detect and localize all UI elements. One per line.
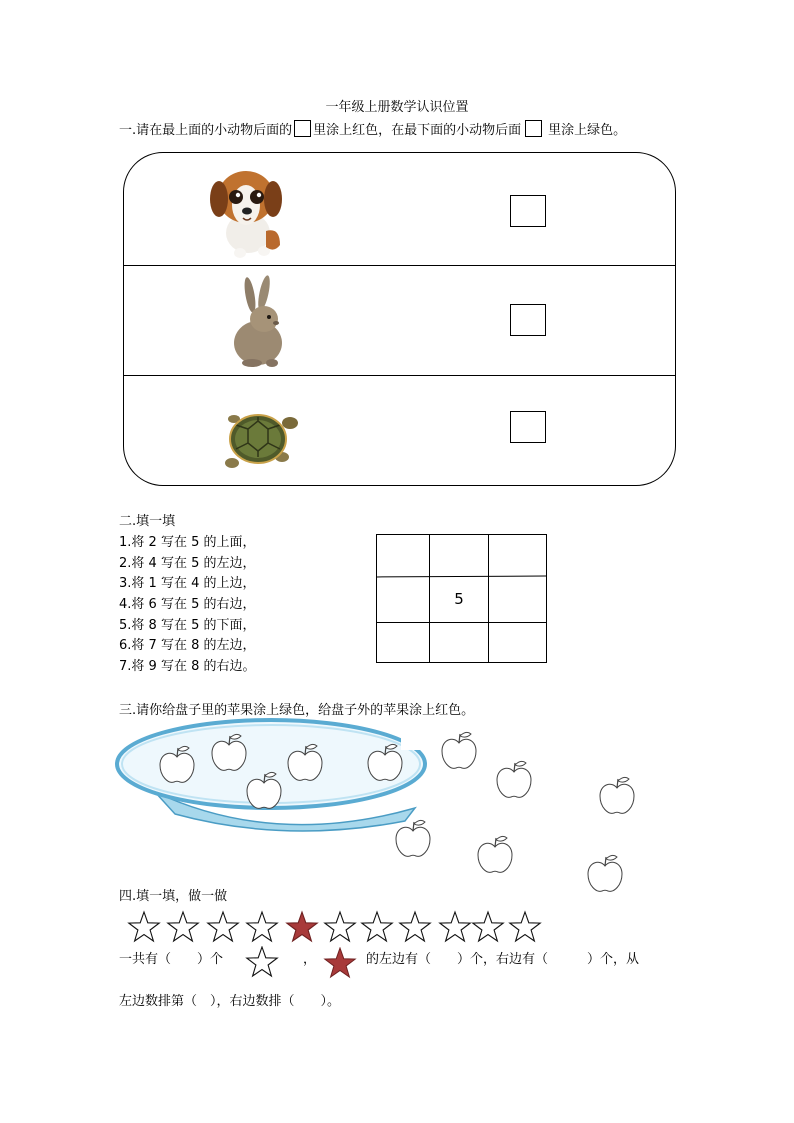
inline-answer-box — [294, 120, 311, 137]
step-item: 6.将 7 写在 8 的左边， — [119, 638, 256, 654]
star-outline-icon — [129, 912, 159, 941]
red-star-icon — [287, 912, 317, 941]
star-outline-icon — [168, 912, 198, 941]
inline-answer-box — [525, 120, 542, 137]
line1-part-b: 的左边有（ ）个，右边有（ ）个，从 — [366, 952, 640, 967]
star-outline-icon — [245, 946, 279, 980]
apple-plate-scene — [115, 718, 645, 898]
section1-suffix: 里涂上绿色。 — [548, 123, 627, 138]
step-item: 3.将 1 写在 4 的上边， — [119, 576, 256, 592]
section4-line2: 左边数排第（ ），右边数排（ ）。 — [119, 994, 341, 1009]
star-outline-icon — [473, 912, 503, 941]
step-item: 1.将 2 写在 5 的上面， — [119, 535, 256, 550]
step-item: 2.将 4 写在 5 的左边， — [119, 555, 256, 571]
apple-icon — [600, 777, 634, 813]
section1-middle: 里涂上红色，在最下面的小动物后面 — [313, 123, 522, 138]
grid-center-cell: 5 — [454, 590, 464, 608]
section1-prefix: 一.请在最上面的小动物后面的 — [119, 123, 293, 138]
apple-icon — [478, 836, 512, 872]
line1-part-a: 一共有（ ）个 — [119, 952, 224, 967]
animals-panel — [123, 152, 676, 486]
star-outline-icon — [362, 912, 392, 941]
star-outline-icon — [208, 912, 238, 941]
section2-steps — [119, 533, 255, 678]
star-outline-icon — [325, 912, 355, 941]
turtle-icon — [220, 397, 302, 473]
star-outline-icon — [440, 912, 470, 941]
section4-line1 — [119, 952, 223, 968]
section1-instruction — [119, 120, 626, 139]
row-divider — [124, 265, 675, 266]
star-row — [124, 909, 548, 947]
grid-line — [488, 535, 489, 662]
apple-icon — [497, 761, 531, 797]
line1-comma: ， — [303, 952, 317, 967]
number-grid — [376, 534, 547, 663]
apple-icon — [442, 732, 476, 768]
answer-box-dog[interactable] — [510, 195, 546, 227]
section3-heading: 三.请你给盘子里的苹果涂上绿色，给盘子外的苹果涂上红色。 — [119, 703, 475, 718]
apple-icon — [396, 820, 430, 856]
step-item: 4.将 6 写在 5 的右边， — [119, 597, 256, 613]
row-divider — [124, 375, 675, 376]
step-item: 5.将 8 写在 5 的下面， — [119, 617, 256, 633]
star-outline-icon — [510, 912, 540, 941]
dog-icon — [202, 161, 292, 261]
red-star-icon — [323, 947, 357, 981]
section4-heading: 四.填一填，做一做 — [119, 889, 228, 904]
grid-line — [377, 622, 546, 623]
rabbit-icon — [224, 271, 294, 369]
star-outline-icon — [400, 912, 430, 941]
apple-icon — [588, 855, 622, 891]
answer-box-rabbit[interactable] — [510, 304, 546, 336]
section2-heading: 二.填一填 — [119, 514, 176, 529]
star-outline-icon — [247, 912, 277, 941]
answer-box-turtle[interactable] — [510, 411, 546, 443]
step-item: 7.将 9 写在 8 的右边。 — [119, 659, 256, 675]
page-title: 一年级上册数学认识位置 — [325, 100, 469, 115]
